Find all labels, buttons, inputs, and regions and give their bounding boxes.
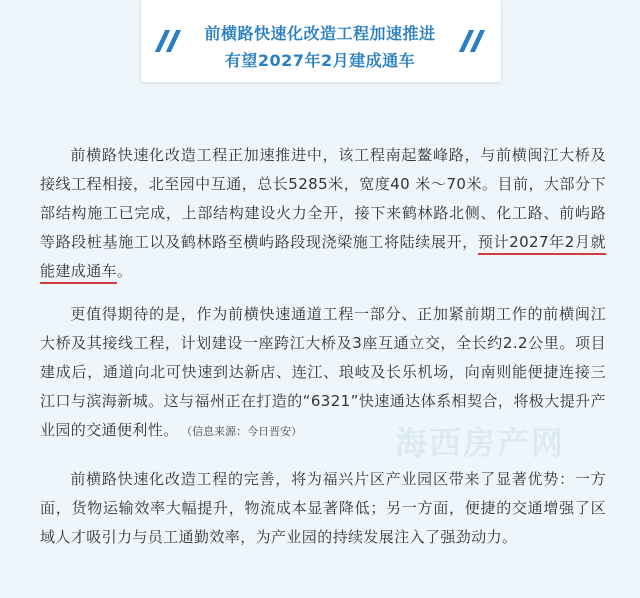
title-line-2: 有望2027年2月建成通车: [224, 51, 416, 70]
paragraph-2: [40, 300, 606, 446]
paragraph-1-end: 。: [117, 262, 133, 280]
source-note: （信息来源：今日晋安）: [186, 425, 303, 438]
paragraph-3-text: 前横路快速化改造工程的完善，将为福兴片区产业园区带来了显著优势：一方面，货物运输效率大幅提升，物流成本显著降低；另一方面，便捷的交通增强了区域人才吸引力与员工通勤效率，为产业园的持续发展注入了强劲动力。: [40, 470, 606, 546]
watermark: 海西房产网: [395, 424, 566, 462]
paragraph-2-text: 更值得期待的是，作为前横快速通道工程一部分、正加紧前期工作的前横闽江大桥及其接线工程，计划建设一座跨江大桥及3座互通立交，全长约2.2公里。项目建成后，通道向北可快速到达新店、连江、琅岐及长乐机场，向南则能便捷连接三江口与滨海新城。这与福州正在打造的“6321”快速通达体系相契合，将极大提升产业园的交通便利性。: [40, 305, 606, 439]
paragraph-1-text: 前横路快速化改造工程正加速推进中，该工程南起鳌峰路，与前横闽江大桥及接线工程相接，北至园中互通，总长5285米，宽度40 米～70米。目前，大部分下部结构施工已完成，上部结构建设火力全开，接下来鹤林路北侧、化工路、前屿路等路段桩基施工以及鹤林路至横屿路段现浇梁施工将陆续展开，: [40, 146, 606, 251]
title-line-1: 前横路快速化改造工程加速推进: [204, 24, 436, 43]
highlighted-date-text: 预计2027年2月就能建成通车: [40, 233, 606, 284]
paragraph-3: [40, 465, 606, 552]
paragraph-1: [40, 141, 606, 286]
